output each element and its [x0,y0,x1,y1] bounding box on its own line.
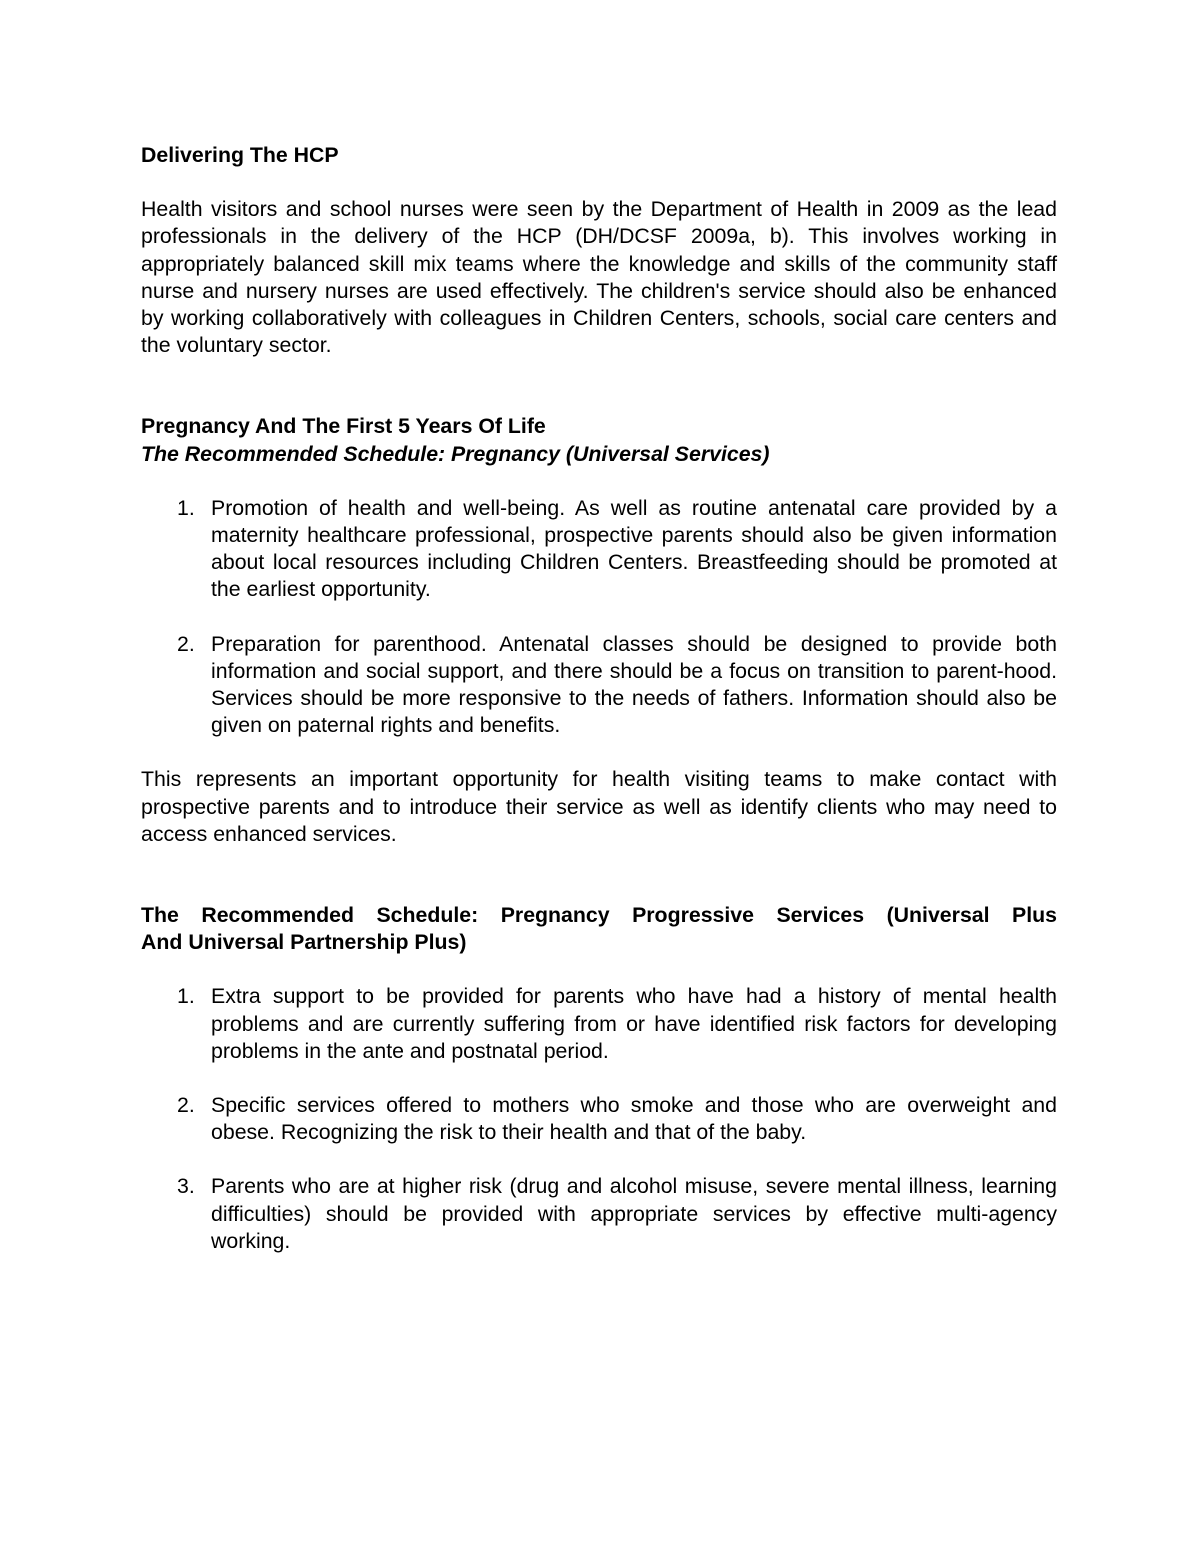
progressive-services-list [141,983,1057,1255]
list-item-text: Specific services offered to mothers who smoke and those who are overweight and obese. Recognizing the risk to their health and that of the baby. [211,1093,1057,1145]
subheading-universal-services: The Recommended Schedule: Pregnancy (Universal Services) [141,441,770,466]
list-item [141,495,1057,604]
section-heading-progressive-line2: And Universal Partnership Plus) [141,930,467,955]
list-item-text: Preparation for parenthood. Antenatal classes should be designed to provide both information and social support, and there should be a focus on transition to parent-hood. Services should be more responsive to the needs of fathers. Information should also be given on paternal rights and benefits. [211,631,1057,738]
list-item-number: 1. [177,984,195,1009]
paragraph-delivering-hcp: Health visitors and school nurses were seen by the Department of Health in 2009 as the lead professionals in the delivery of the HCP (DH/DCSF 2009a, b). This involves working in appropriately balanced skill mix teams where the knowledge and skills of the community staff nurse and nursery nurses are used effectively. The children's service should also be enhanced by working collaboratively with colleagues in Children Centers, schools, social care centers and the voluntary sector. [141,197,1057,358]
list-item [141,983,1057,1065]
list-item [141,631,1057,740]
document-page [141,142,1057,1255]
list-item-text: Promotion of health and well-being. As well as routine antenatal care provided by a maternity healthcare professional, prospective parents should also be given information about local resources including Children Centers. Breastfeeding should be promoted at the earliest opportunity. [211,495,1057,602]
list-item-number: 2. [177,1093,195,1118]
section-heading-progressive-line1: The Recommended Schedule: Pregnancy Progressive Services (Universal Plus [141,903,1057,928]
list-item-text: Extra support to be provided for parents who have had a history of mental health problems and are currently suffering from or have identified risk factors for developing problems in the ante and postnatal period. [211,984,1057,1063]
list-item-number: 3. [177,1174,195,1199]
paragraph-opportunity: This represents an important opportunity for health visiting teams to make contact with prospective parents and to introduce their service as well as identify clients who may need to access enhanced services. [141,767,1057,846]
section-heading-pregnancy: Pregnancy And The First 5 Years Of Life [141,414,546,439]
list-item [141,1092,1057,1146]
list-item [141,1173,1057,1255]
list-item-text: Parents who are at higher risk (drug and alcohol misuse, severe mental illness, learning difficulties) should be provided with appropriate services by effective multi-agency working. [211,1174,1057,1253]
section-heading-delivering-hcp: Delivering The HCP [141,143,339,167]
list-item-number: 1. [177,495,195,520]
list-item-number: 2. [177,631,195,656]
universal-services-list [141,495,1057,740]
